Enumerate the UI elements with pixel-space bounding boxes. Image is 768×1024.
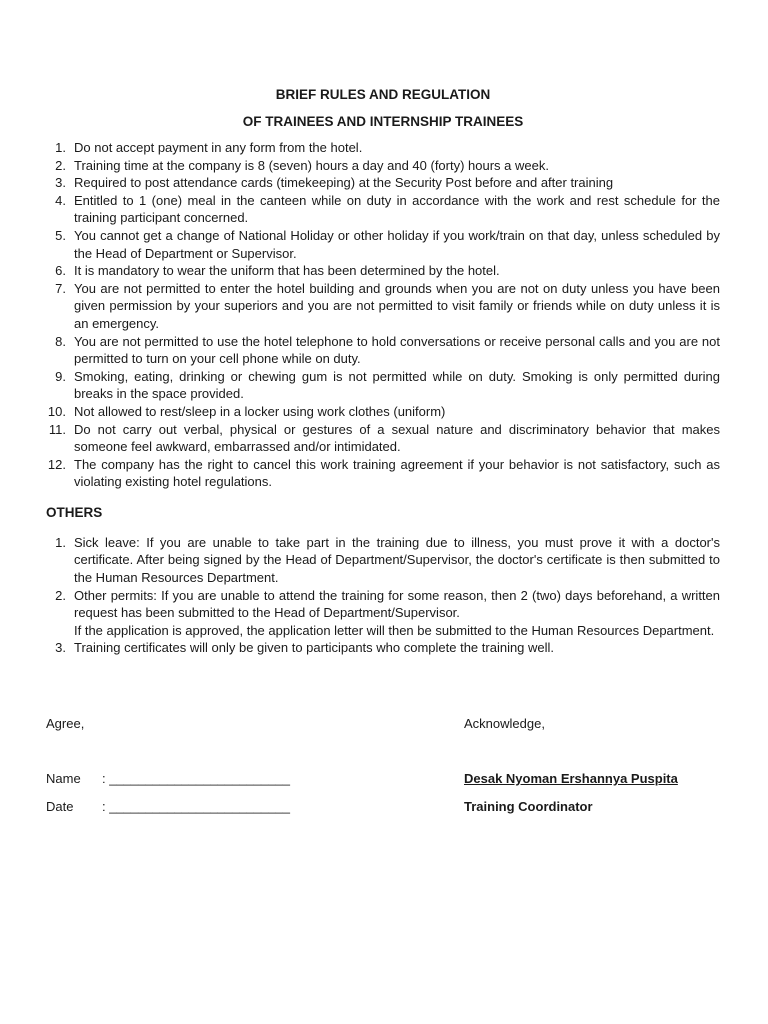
list-item-text: You are not permitted to enter the hotel building and grounds when you are not on duty unless you have been given permission by your superiors and you are not permitted to visit family or friends while on duty unless it is an emergency. [74,280,720,331]
document-subtitle: OF TRAINEES AND INTERNSHIP TRAINEES [242,114,524,129]
list-item [46,456,720,491]
list-item [46,157,720,175]
list-item-number: 6. [55,263,66,279]
acknowledge-label: Acknowledge, [464,716,545,731]
list-item-text: You cannot get a change of National Holiday or other holiday if you work/train on that day, unless scheduled by the Head of Department or Supervisor. [74,227,720,261]
list-item-text: Smoking, eating, drinking or chewing gum is not permitted while on duty. Smoking is only permitted during breaks in the space provided. [74,368,720,402]
list-item-extra-text: If the application is approved, the application letter will then be submitted to the Human Resources Department. [74,622,715,638]
list-item-text: Not allowed to rest/sleep in a locker using work clothes (uniform) [74,403,446,419]
others-heading: OTHERS [46,504,103,520]
list-item [46,639,720,657]
list-item-text: Sick leave: If you are unable to take part in the training due to illness, you must prove it with a doctor's certificate. After being signed by the Head of Department/Supervisor, the doctor's certificate is then submitted to the Human Resources Department. [74,534,720,586]
date-blank: : _________________________ [102,799,290,814]
list-item-number: 4. [55,192,66,208]
list-item [46,368,720,403]
list-item-number: 5. [55,227,66,243]
list-item-number: 3. [55,175,66,191]
list-item-text: Other permits: If you are unable to attend the training for some reason, then 2 (two) days beforehand, a written request has been submitted to the Head of Department/Supervisor. [74,587,720,621]
name-field [46,771,290,786]
name-blank: : _________________________ [102,771,290,786]
list-item [46,587,720,640]
list-item [46,227,720,262]
list-item-number: 9. [55,368,66,384]
list-item [46,262,720,280]
list-item-text: Training time at the company is 8 (seven) hours a day and 40 (forty) hours a week. [74,157,549,173]
list-item [46,174,720,192]
others-list [46,534,720,657]
list-item [46,139,720,157]
list-item [46,280,720,333]
list-item-number: 11. [48,421,66,437]
list-item-text: Entitled to 1 (one) meal in the canteen while on duty in accordance with the work and rest schedule for the training participant concerned. [74,192,720,226]
coordinator-role: Training Coordinator [464,799,593,814]
list-item-number: 8. [55,333,66,349]
coordinator-name: Desak Nyoman Ershannya Puspita [464,771,678,786]
list-item-text: The company has the right to cancel this work training agreement if your behavior is not satisfactory, such as violating existing hotel regulations. [74,456,720,490]
list-item [46,333,720,368]
name-label: Name [46,771,81,786]
list-item-text: It is mandatory to wear the uniform that has been determined by the hotel. [74,263,500,279]
list-item-number: 1. [55,140,66,155]
list-item-text: You are not permitted to use the hotel telephone to hold conversations or receive personal calls and you are not permitted to turn on your cell phone while on duty. [74,333,720,367]
list-item-number: 1. [55,534,66,550]
list-item-number: 12. [47,456,66,472]
list-item-text: Do not carry out verbal, physical or gestures of a sexual nature and discriminatory behavior that makes someone feel awkward, embarrassed and/or intimidated. [74,421,720,455]
document-title: BRIEF RULES AND REGULATION [275,87,491,102]
document-body [46,86,720,657]
list-item-text: Required to post attendance cards (timekeeping) at the Security Post before and after training [74,175,614,191]
list-item [46,192,720,227]
list-item [46,421,720,456]
list-item-number: 2. [55,587,66,603]
list-item-number: 3. [55,640,66,656]
list-item [46,534,720,587]
rules-list [46,139,720,491]
date-label: Date [46,799,74,814]
list-item-text: Training certificates will only be given to participants who complete the training well. [74,640,555,656]
list-item-number: 7. [55,280,66,296]
list-item-number: 2. [55,157,66,173]
list-item [46,403,720,421]
agree-label: Agree, [46,716,85,731]
list-item-text: Do not accept payment in any form from the hotel. [74,140,363,155]
date-field [46,799,290,814]
list-item-number: 10. [47,403,66,419]
